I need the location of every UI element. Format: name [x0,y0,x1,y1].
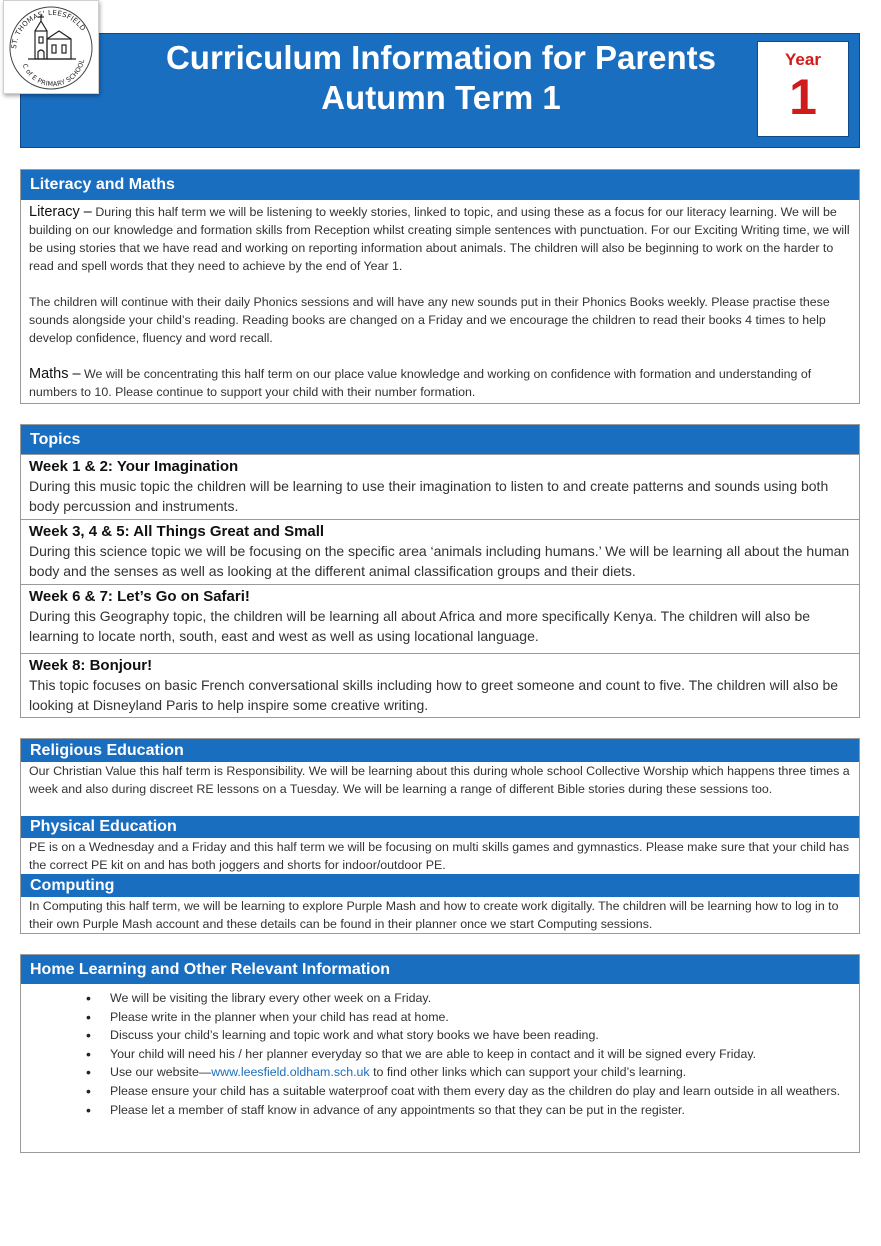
pe-heading: Physical Education [21,816,859,838]
maths-lead: Maths – [29,366,81,382]
maths-text: We will be concentrating this half term on our place value knowledge and working on confidence with formation and understanding of numbers to 10. Please continue to support your child with their number formation. [29,367,812,399]
home-learning-list [21,984,859,1119]
topics-heading: Topics [21,425,859,454]
topic-item [21,519,859,584]
literacy-maths-section [20,169,860,404]
website-prefix: Use our website— [110,1065,212,1080]
svg-text:C of E PRIMARY SCHOOL: C of E PRIMARY SCHOOL [20,58,87,89]
list-item: • Please let a member of staff know in advance of any appointments so that they can be put in the register. [110,1101,847,1120]
topic-title: Week 3, 4 & 5: All Things Great and Small [29,523,325,540]
list-item: • We will be visiting the library every other week on a Friday. [110,989,847,1008]
topic-title: Week 6 & 7: Let’s Go on Safari! [29,588,250,605]
topic-description: During this music topic the children will be learning to use their imagination to listen to and create patterns and sounds using both body percussion and instruments. [29,478,829,514]
page-subtitle: Autumn Term 1 [321,79,561,116]
re-heading: Religious Education [21,739,859,762]
page-title: Curriculum Information for Parents [165,39,717,76]
pe-text: PE is on a Wednesday and a Friday and this half term we will be focusing on multi skills games and gymnastics. Please make sure that your child has the correct PE kit on and has both joggers and shorts for indoor/outdoor PE. [29,840,850,872]
phonics-paragraph: The children will continue with their daily Phonics sessions and will have any new sounds put in their Phonics Books weekly. Please practise these sounds alongside your child’s reading. Reading books are changed on a Friday and we encourage the children to read their books 4 times to help develop confidence, fluency and word recall. [29,295,830,345]
topic-item [21,584,859,653]
list-item [110,1063,847,1082]
topic-description: This topic focuses on basic French conversational skills including how to greet someone and count to five. The children will also be looking at Disneyland Paris to help inspire some creative writing. [29,677,839,713]
list-item: • Please ensure your child has a suitable waterproof coat with them every day as the children do play and learn outside in all weathers. [110,1082,847,1101]
computing-heading: Computing [21,874,859,897]
literacy-maths-content [21,200,859,401]
list-item: • Discuss your child’s learning and topic work and what story books we have been reading. [110,1026,847,1045]
maths-paragraph [29,365,851,401]
topic-title: Week 1 & 2: Your Imagination [29,458,239,475]
list-item: • Your child will need his / her planner everyday so that we are able to keep in contact and it will be signed every Friday. [110,1045,847,1064]
website-link[interactable]: www.leesfield.oldham.sch.uk [211,1065,370,1080]
home-learning-section [20,954,860,1153]
year-box [757,41,849,137]
topic-item [21,454,859,519]
year-label: Year [785,50,821,69]
list-item: • Please write in the planner when your child has read at home. [110,1008,847,1027]
literacy-lead: Literacy – [29,204,92,220]
literacy-paragraph [29,203,851,275]
subjects-section [20,738,860,934]
topic-item [21,653,859,717]
svg-text:ST. THOMAS' LEESFIELD: ST. THOMAS' LEESFIELD [10,8,88,50]
page-header [20,33,860,148]
topics-section [20,424,860,718]
home-learning-heading: Home Learning and Other Relevant Information [21,955,859,984]
literacy-text: During this half term we will be listening to weekly stories, linked to topic, and using these as a focus for our literacy learning. We will be building on our knowledge and formation skills from Reception whilst creating simple sentences with punctuation. For our Exciting Writing time, we will be using stories that we have read and working on reporting information about animals. The children will also be beginning to work on the harder to read and spell words that they need to achieve by the end of Year 1. [29,205,850,273]
computing-text: In Computing this half term, we will be learning to explore Purple Mash and how to create work digitally. The children will be learning how to log in to their own Purple Mash account and these details can be found in their planner once we start Computing sessions. [29,899,839,931]
re-text: Our Christian Value this half term is Responsibility. We will be learning about this during whole school Collective Worship which happens three times a week and also during discreet RE lessons on a Tuesday. We will be learning a range of different Bible stories during these sessions too. [29,764,850,796]
topic-description: During this science topic we will be focusing on the specific area ‘animals including humans.’ We will be learning all about the human body and the senses as well as looking at the different animal classification groups and their diets. [29,543,850,579]
literacy-maths-heading: Literacy and Maths [21,170,859,200]
website-suffix: to find other links which can support your child’s learning. [369,1065,687,1080]
year-number: 1 [789,69,817,125]
school-crest-icon [4,1,98,93]
topic-title: Week 8: Bonjour! [29,657,153,674]
school-logo [3,0,99,94]
topic-description: During this Geography topic, the children will be learning all about Africa and more specifically Kenya. The children will also be learning to locate north, south, east and west as well as using locational language. [29,608,811,644]
